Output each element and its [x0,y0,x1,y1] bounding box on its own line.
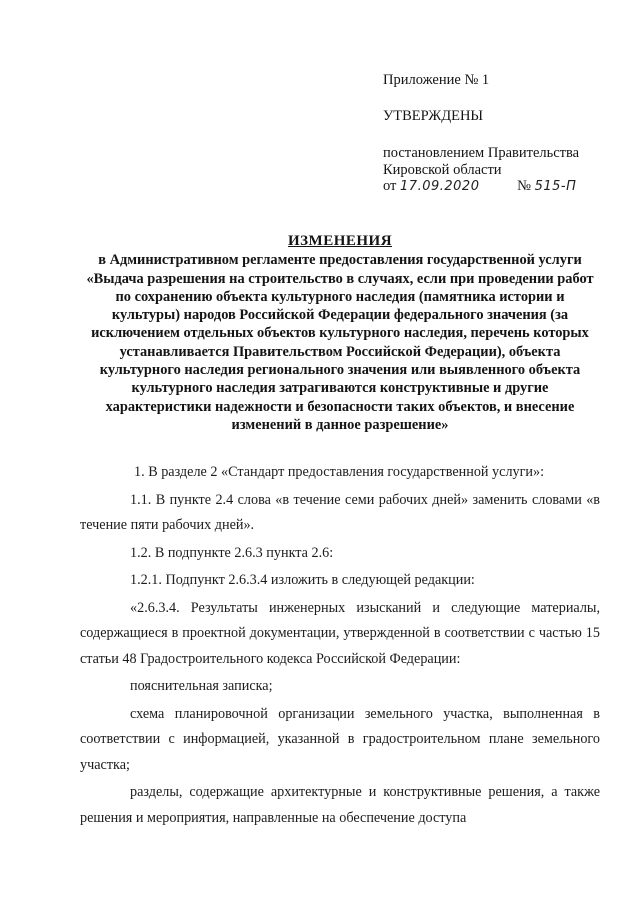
decree-line-1: постановлением Правительства [383,145,580,161]
document-title [80,232,600,434]
number-prefix: № [517,178,531,194]
paragraph-2: 1.1. В пункте 2.4 слова «в течение семи рабочих дней» заменить словами «в течение пяти рабочих дней». [80,491,600,533]
paragraph-6: пояснительная записка; [130,678,273,694]
paragraph-4: 1.2.1. Подпункт 2.6.3.4 изложить в следующей редакции: [130,572,475,588]
document-body [80,460,600,831]
title-text: в Административном регламенте предоставления государственной услуги «Выдача разрешения на строительство в случаях, если при проведении работ по сохранению объекта культурного наследия (памятника истории и культуры) народов Российской Федерации федерального значения (за исключением отдельных объектов культурного наследия, перечень которых устанавливается Правительством Российской Федерации), объекта культурного наследия регионального значения или выявленного объекта культурного наследия затрагиваются конструктивные и другие характеристики надежности и безопасности таких объектов, и внесение изменений в данное разрешение» [86,252,594,433]
decree-line-2: Кировской области [383,162,502,178]
handwritten-date: 17.09.2020 [400,179,480,194]
paragraph-7: схема планировочной организации земельного участка, выполненная в соответствии с информацией, указанной в градостроительном плане земельного участка; [80,705,600,773]
date-number-line [383,178,576,195]
date-prefix: от [383,178,397,194]
paragraph-1: 1. В разделе 2 «Стандарт предоставления государственной услуги»: [134,464,545,480]
paragraph-3: 1.2. В подпункте 2.6.3 пункта 2.6: [130,544,334,561]
paragraph-5: «2.6.3.4. Результаты инженерных изысканий и следующие материалы, содержащиеся в проектной документации, утвержденной в соответствии с частью 15 статьи 48 Градостроительного кодекса Российской Федерации: [80,599,600,667]
approved-label: УТВЕРЖДЕНЫ [383,108,484,124]
title-heading: ИЗМЕНЕНИЯ [287,233,393,249]
paragraph-8: разделы, содержащие архитектурные и конструктивные решения, а также решения и мероприятия, направленные на обеспечение доступа [80,784,600,826]
decree-reference [383,145,579,179]
appendix-label: Приложение № 1 [383,72,490,88]
handwritten-number: 515-П [534,179,577,194]
